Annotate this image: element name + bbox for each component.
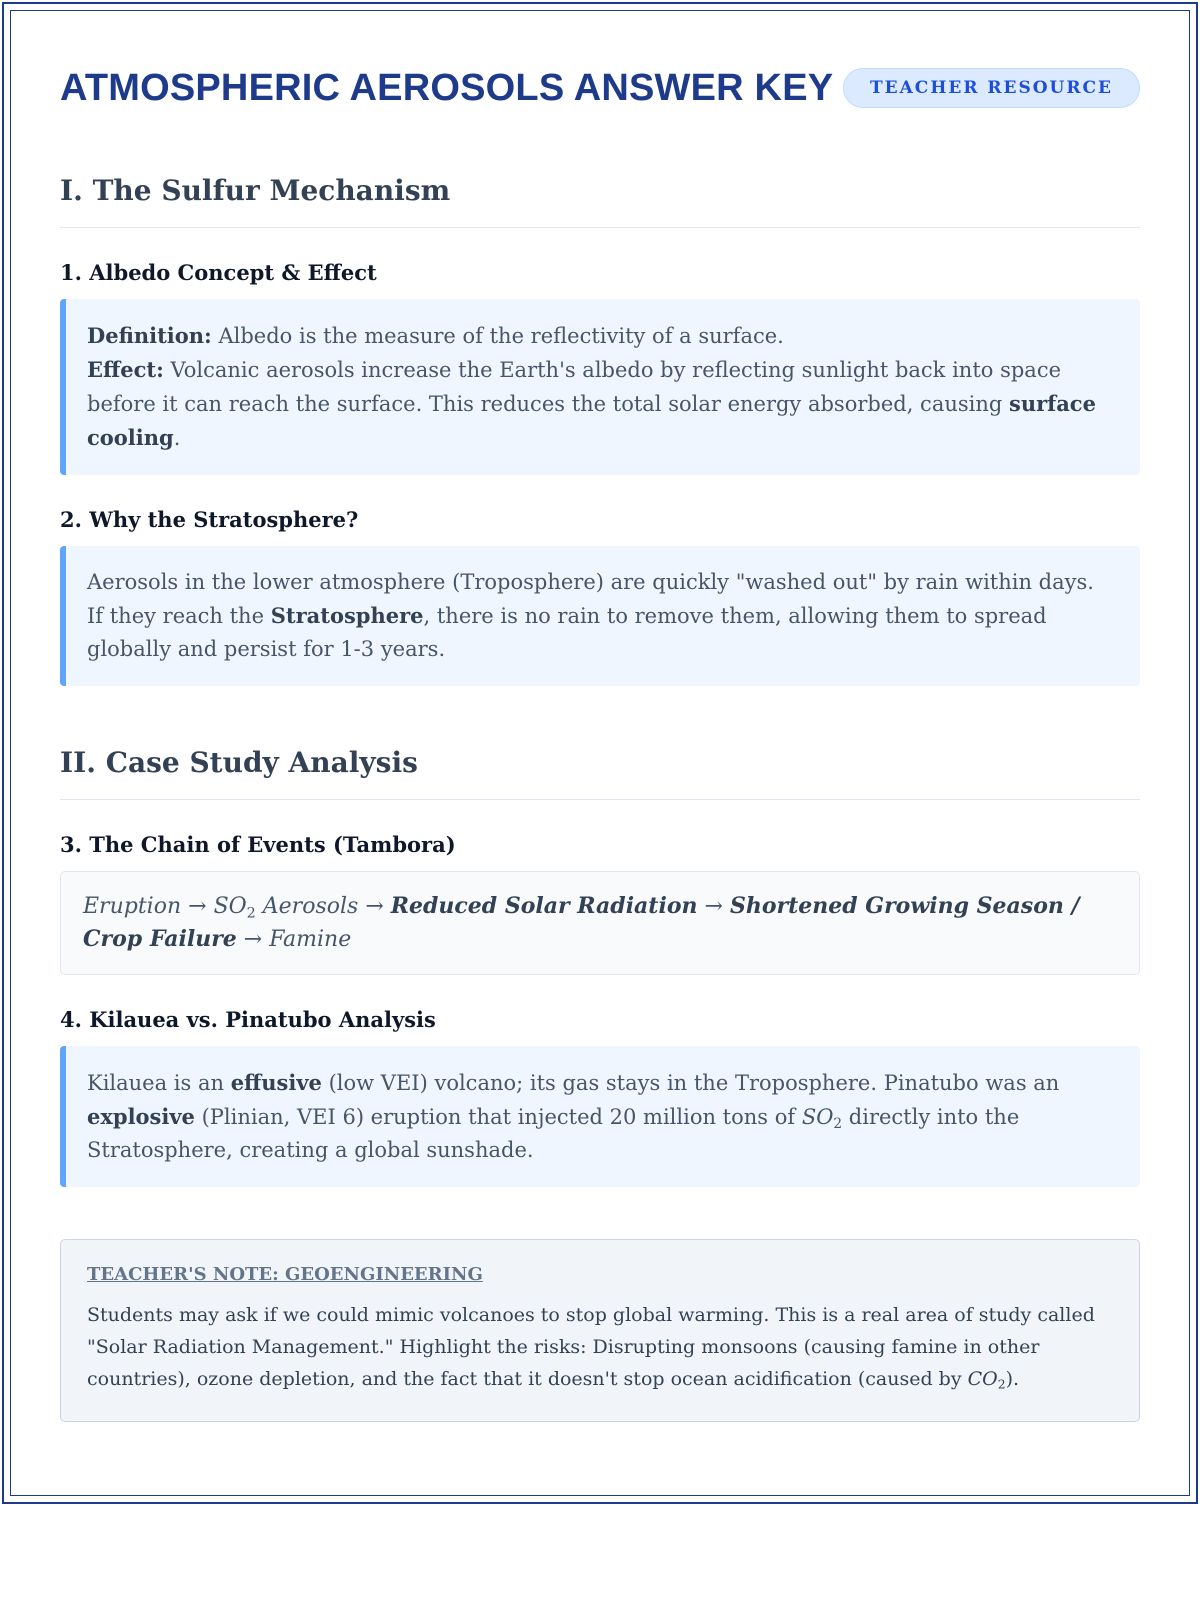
answer-box-stratosphere <box>60 546 1140 686</box>
explosive-bold: explosive <box>87 1104 195 1129</box>
question-title-kilauea-pinatubo: 4. Kilauea vs. Pinatubo Analysis <box>60 1007 436 1032</box>
co2-formula: $CO_2$ <box>967 1368 1006 1392</box>
chain-arrow-icon: → <box>243 927 263 952</box>
note-end: ). <box>1005 1368 1020 1390</box>
section-heading-sulfur-mechanism: I. The Sulfur Mechanism <box>60 174 1140 228</box>
question-title-stratosphere: 2. Why the Stratosphere? <box>60 507 359 532</box>
stratosphere-text-a: Aerosols in the lower atmosphere (Troposphere) are quickly "washed out" by rain within days. If they reach the <box>87 570 1094 628</box>
section-spacer <box>60 686 1140 746</box>
chain-step-reduced-radiation: Reduced Solar Radiation <box>390 893 698 919</box>
chain-step-crop-failure: Shortened Growing Season / Crop Failure <box>83 893 1080 952</box>
chain-of-events-box <box>60 871 1140 975</box>
so2-formula: $SO_2$ <box>801 1105 843 1133</box>
kilauea-text-c: (Plinian, VEI 6) eruption that injected 20 million tons of <box>194 1105 802 1129</box>
question-title-albedo: 1. Albedo Concept & Effect <box>60 260 377 285</box>
header <box>60 60 1140 116</box>
effect-end: . <box>173 426 181 450</box>
stratosphere-bold: Stratosphere <box>270 603 424 628</box>
effusive-bold: effusive <box>230 1070 322 1095</box>
question-title-chain: 3. The Chain of Events (Tambora) <box>60 832 456 857</box>
note-body: Students may ask if we could mimic volcanoes to stop global warming. This is a real area of study called "Solar Radiation Management." Highlight the risks: Disrupting monsoons (causing famine in other countries), ozone depletion, and the fact that it doesn't stop ocean acidification (caused by <box>87 1304 1095 1390</box>
chain-step-eruption: Eruption <box>83 894 182 919</box>
chain-step-so2-aerosols: $SO_2$ Aerosols <box>213 894 359 922</box>
answer-box-kilauea-pinatubo <box>60 1046 1140 1187</box>
effect-text: Volcanic aerosols increase the Earth's albedo by reflecting sunlight back into space before it can reach the surface. This reduces the total solar energy absorbed, causing <box>87 358 1062 416</box>
teacher-note-text <box>87 1299 1113 1395</box>
chain-step-famine: Famine <box>269 927 352 952</box>
answer-key-content <box>60 60 1140 1422</box>
kilauea-text-a: Kilauea is an <box>87 1071 231 1095</box>
chain-arrow-icon: → <box>365 894 384 919</box>
stratosphere-text-b: , there is no rain to remove them, allowing them to spread globally and persist for 1-3 years. <box>87 604 1047 661</box>
kilauea-text-d: directly into the Stratosphere, creating a global sunshade. <box>87 1105 1020 1162</box>
chain-arrow-icon: → <box>188 894 207 919</box>
definition-label: Definition: <box>87 323 212 348</box>
answer-box-albedo <box>60 299 1140 475</box>
teacher-note-title: TEACHER'S NOTE: GEOENGINEERING <box>87 1264 483 1285</box>
page-title: ATMOSPHERIC AEROSOLS ANSWER KEY <box>60 66 834 109</box>
effect-label: Effect: <box>87 357 164 382</box>
kilauea-text-b: (low VEI) volcano; its gas stays in the Troposphere. Pinatubo was an <box>321 1071 1060 1095</box>
teacher-note-box <box>60 1239 1140 1422</box>
effect-bold-text: surface cooling <box>87 391 1096 450</box>
definition-text: Albedo is the measure of the reflectivity of a surface. <box>211 324 784 348</box>
section-heading-case-study: II. Case Study Analysis <box>60 746 1140 800</box>
teacher-resource-badge: TEACHER RESOURCE <box>843 68 1140 108</box>
chain-arrow-icon: → <box>704 894 723 919</box>
